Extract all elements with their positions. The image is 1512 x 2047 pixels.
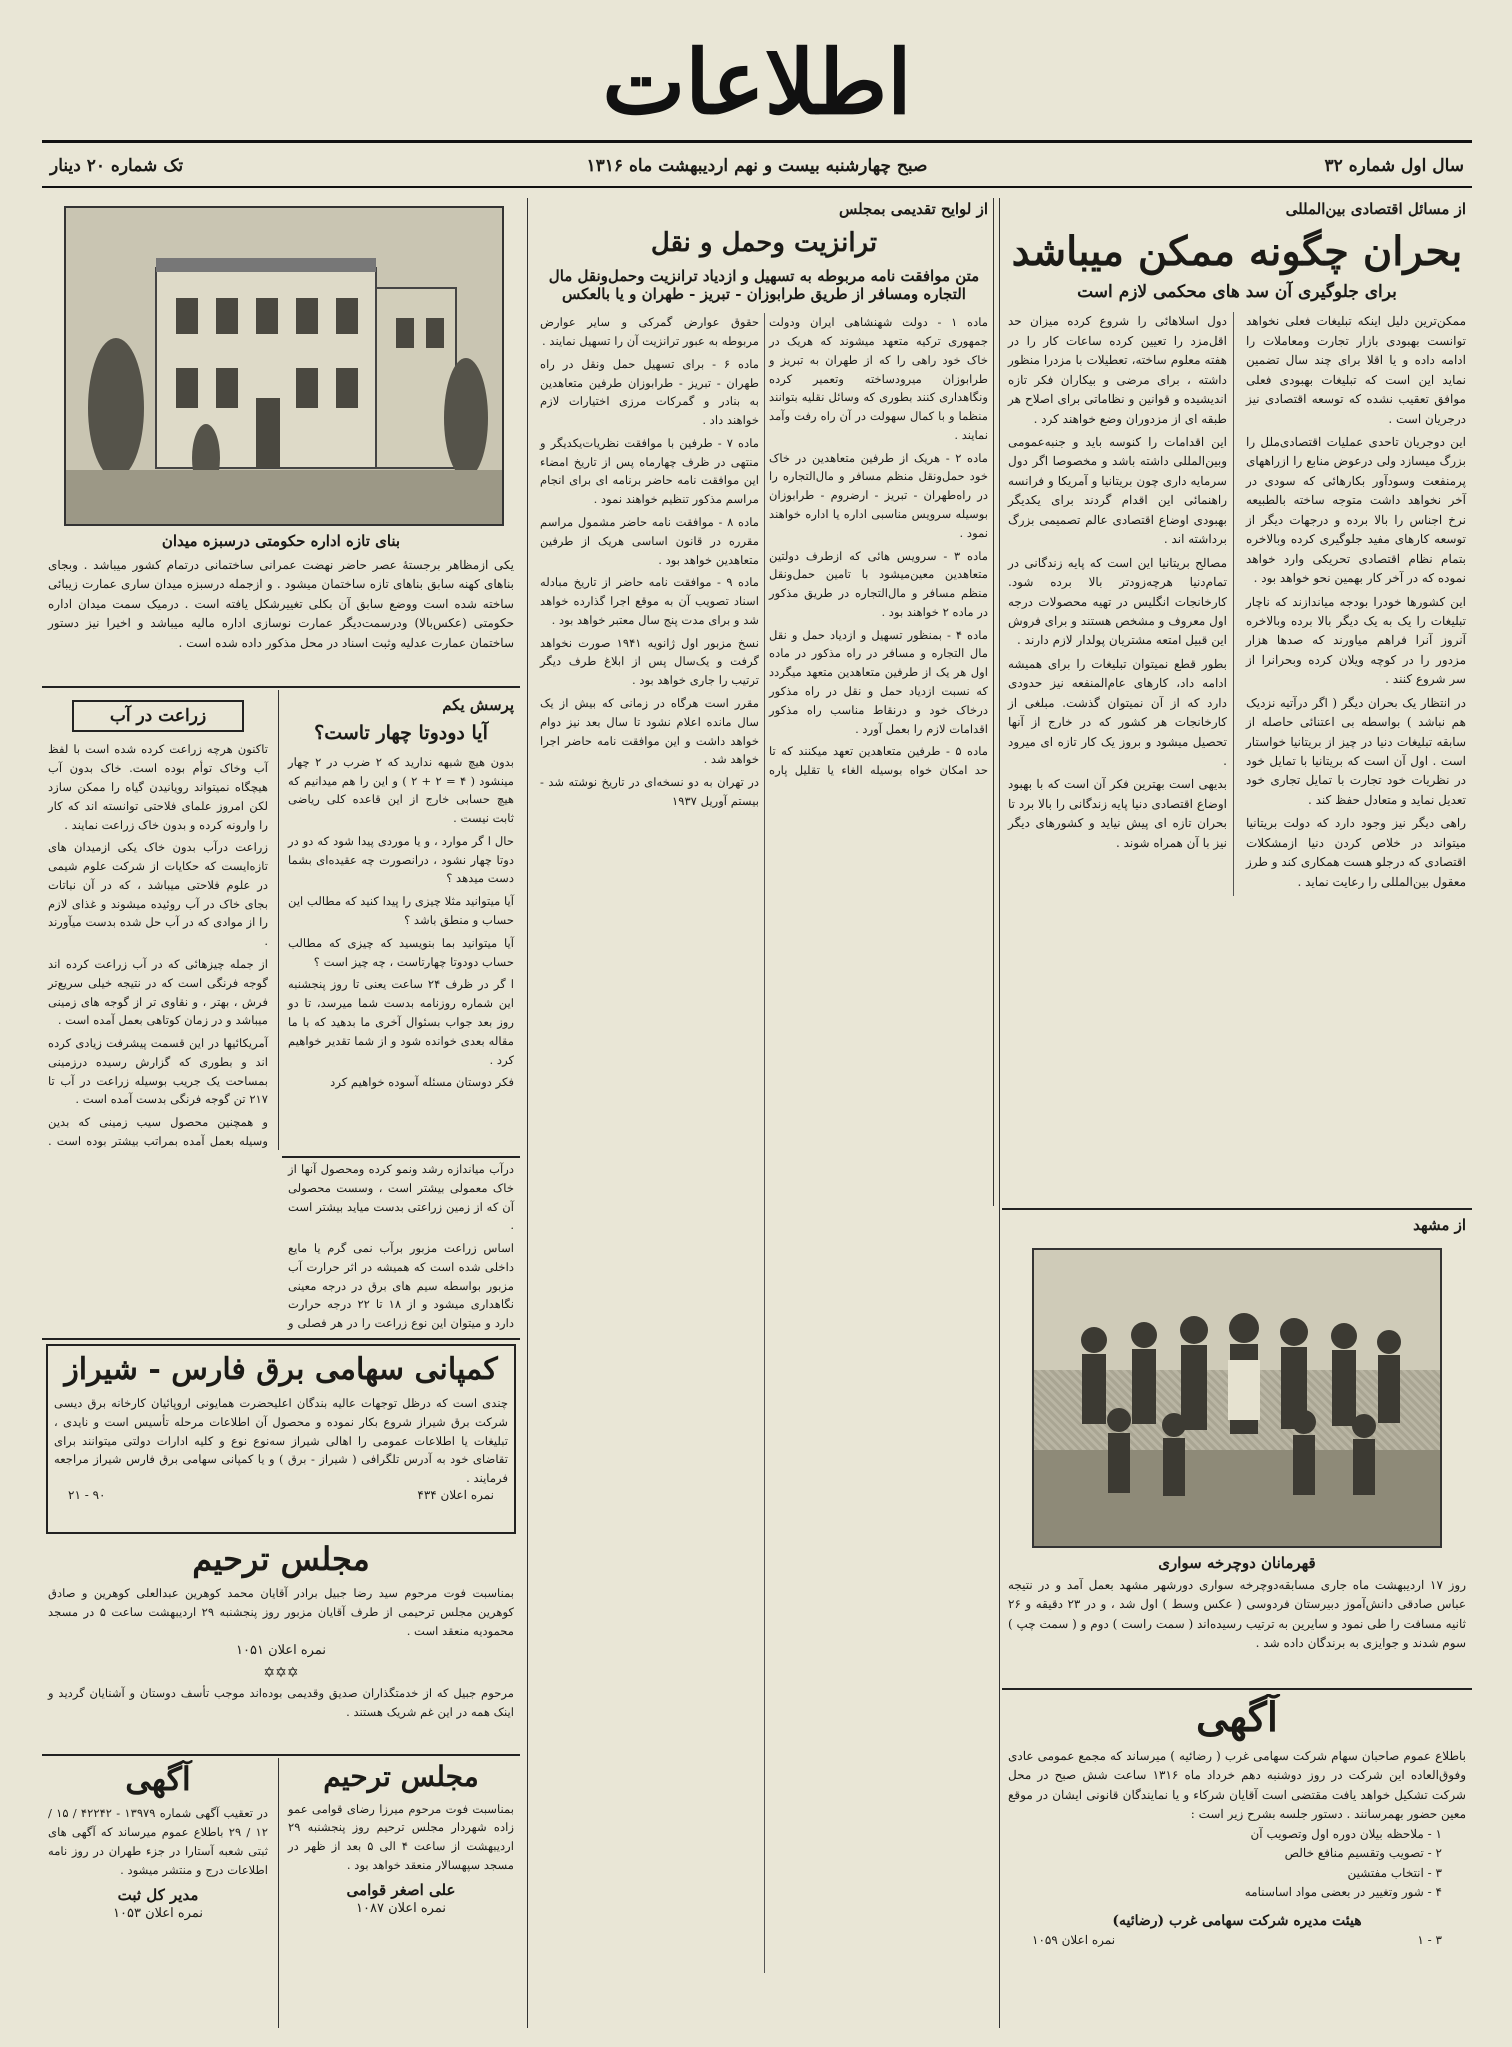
question-paragraph: حال ا گر موارد ، و یا موردی پیدا شود که دو در دوتا چهار نشود ، درانصورت چه عقیده‌ای بشما دست میدهد ؟ bbox=[288, 833, 514, 886]
notice-text: باطلاع عموم صاحبان سهام شرکت سهامی غرب ( رضائیه ) میرساند که مجمع عمومی عادی وفوق‌العاده این شرکت در روز دوشنبه دهم خرداد ماه ۱۳۱۶ ساعت شش صبح در محل شرکت تشکیل خواهد یافت مقتضی است آقایان شرکاء و یا نمایندگان قانونی ایشان در موقع معین حضور بهمرسانند . دستور جلسه بشرح زیر است : bbox=[1008, 1749, 1466, 1822]
transit-kicker: از لوایح تقدیمی بمجلس bbox=[838, 200, 988, 218]
transit-headline: ترانزیت وحمل و نقل bbox=[650, 228, 878, 258]
lead-subhead: برای جلوگیری آن سد های محکمی لازم است bbox=[1077, 282, 1397, 302]
question-paragraph: آیا میتوانید بما بنویسید که چیزی که مطالب حساب دودوتا چهارتاست ، چه چیز است ؟ bbox=[288, 935, 514, 969]
mashhad-text: روز ۱۷ اردیبهشت ماه جاری مسابقه‌دوچرخه سواری دورشهر مشهد بعمل آمد و در نتیجه عباس صادقی دانش‌آموز دبیرستان فردوسی ( عکس وسط ) اول شد ، و در ۲۳ دقیقه و ۲۶ ثانیه مسافت را طی نمود و سایرین به ترتیب رسیده‌اند ( سمت راست ) دوم و ( سمت چپ ) سوم شدند و جوایزی به برندگان داده شد . bbox=[1008, 1578, 1466, 1651]
question-paragraph: فکر دوستان مسئله آسوده خواهیم کرد bbox=[330, 1075, 514, 1090]
farming-paragraph: از جمله چیزهائی که در آب زراعت کرده اند گوجه فرنگی است که در نتیجه خیلی سریع‌تر فرش ، بهتر ، و نقاوی تر از گوجه های زمینی میباشد و در زمان کوتاهی بعمل آمده است . bbox=[48, 956, 268, 1028]
lead-paragraph: این اقدامات را کنوسه باید و جنبه‌عمومی وبین‌المللی داشته باشد و مخصوصا اگر دول سرمایه داری چون بریتانیا و آمریکا و فرانسه راهنمائی این اقدام گردند برای یکدیگر بهبودی اوضاع اقتصادی عالم تصمیمی بزرگ برداشته اند . bbox=[1008, 435, 1227, 547]
farming-paragraph: درآب میاندازه رشد ونمو کرده ومحصول آنها از خاک معمولی بیشتر است ، وسست محصولی آن که از زمین زراعتی بدست میاید بیشتر است . bbox=[288, 1162, 514, 1233]
agenda-item: ۳ - انتخاب مفتشین bbox=[1347, 1865, 1442, 1880]
lead-paragraph: دول اسلاهائی را شروع کرده میزان حد اقل‌مزد را تعیین کرده ساعات کار را در هفته معلوم ساخته، تعطیلات با مزدرا منظور داشته ، برای مرضی و بیکاران فکر تازه اندیشیده و قوانین و نظاماتی برای اصلاح هر طبقه ای از مزدوران وضع خواهند کرد . bbox=[1008, 314, 1227, 426]
farming-paragraph: زراعت درآب بدون خاک یکی ازمیدان های تازه‌ایست که حکایات از شرکت علوم شیمی در علوم فلاحتی میباشد ، که در آن نباتات بجای خاک در آب روئیده میشوند و غذای لازم را از موادی که در آب حل شده بدست میآورند . bbox=[48, 840, 268, 949]
question-headline: آیا دودوتا چهار تاست؟ bbox=[314, 722, 488, 744]
memorial-headline: مجلس ترحیم bbox=[192, 1540, 370, 1578]
lead-paragraph: راهی دیگر نیز وجود دارد که دولت بریتانیا میتواند در خلاص کردن دنیا ازمشکلات اقتصادی که درجلو هست همکاری کند و طرز معقول بین‌المللی را رعایت نماید . bbox=[1245, 816, 1466, 889]
agenda-item: ۴ - شور وتغییر در بعضی مواد اساسنامه bbox=[1244, 1885, 1442, 1900]
company-text: چندی است که درظل توجهات عالیه بندگان اعلیحضرت همایونی اروپائیان کارخانه برق دیسی شرکت برق شیراز شروع بکار نموده و محصول آن اطلاعات مرحله تأسیس است و نایدی ، تبلیغات یا اطلاعات عمومی را اهالی شیراز سه‌نوع نوع و کلیه ادارات دولتی میتوانند برای تقاضای خود به آدرس تلگرافی ( شیراز - برق ) و یا کمپانی سهامی برق فارس شیراز مراجعه فرمایند . bbox=[54, 1396, 508, 1486]
lead-paragraph: بطور قطع نمیتوان تبلیغات را برای همیشه ادامه داد، کارهای عام‌المنفعه نیز حدودی دارد که از آن نمیتوان گذشت. مبلغی از کارخانجات هر کشور که در خارج از آنها تحصیل میشود و بروز یک کار تازه ای میرود . bbox=[1008, 656, 1227, 769]
issue-bar bbox=[42, 148, 1472, 188]
lead-paragraph: ممکن‌ترین دلیل اینکه تبلیغات فعلی نخواهد توانست بهبودی بازار تجارت ومعاملات را ادامه داده و یا اقلا برای چند سال تضمین نماید این است که تبلیغات بهبودی فعلی موافق تعقیب نشده که توسعه اقتصادی نیز درجریان است . bbox=[1246, 314, 1466, 426]
transit-article-item: ماده ۲ - هریک از طرفین متعاهدین در خاک خود حمل‌ونقل منظم مسافر و مال‌التجاره را در راه‌طهران - تبریز - ارضروم - طرابوزان بوسیله سرویس مناسبی اداره یا اداره خواهند نمود . bbox=[769, 450, 988, 540]
memorial2-text: بمناسبت فوت مرحوم میرزا رضای قوامی عمو زاده شهردار مجلس ترحیم روز پنجشنبه ۲۹ اردیبهشت از ساعت ۴ الی ۵ بعد از ظهر در مسجد سپهسالار منعقد خواهد بود . bbox=[288, 1801, 514, 1872]
building-photo bbox=[64, 206, 504, 526]
question-kicker: پرسش یکم bbox=[442, 696, 514, 714]
building-text: یکی ازمظاهر برجستهٔ عصر حاضر نهضت عمرانی ساختمانی درتمام کشور میباشد . وبجای بناهای کهنه سابق بناهای تازه ساختمان میشود . و ازجمله درسبزه میدان ساری عمارت زیبائی ساخته شده است ووضع سابق آن بکلی تغییرشکل یافته است . درمیک سمت میدان اداره حکومتی (عکس‌بالا) ودرسمت‌دیگر عمارت نوسازی اداره مالیه میباشد و اخیرا نیز دستور ساختمان عمارت عدلیه وثبت اسناد در محل مذکور داده شده است . bbox=[48, 558, 514, 650]
building-caption: بنای تازه اداره حکومتی درسبزه میدان bbox=[161, 532, 401, 550]
mashhad-kicker: از مشهد bbox=[1413, 1216, 1466, 1234]
registry-headline: آگهی bbox=[125, 1760, 191, 1798]
company-headline: کمپانی سهامی برق فارس - شیراز bbox=[64, 1352, 498, 1387]
section-rule bbox=[42, 686, 520, 688]
question-paragraph: آیا میتوانید مثلا چیزی را پیدا کنید که مطالب این حساب و منطق باشد ؟ bbox=[288, 894, 514, 928]
lead-paragraph: مصالح بریتانیا این است که پایه زندگانی در تمام‌دنیا هرچه‌زودتر بالا برده شود. کارخانجات انگلیس در تهیه محصولات درجه اول معروف و مشخص هستند و برای فروش این قبیل امتعه مشتریان پولدار لازم دارند . bbox=[1008, 555, 1227, 648]
building-text-block bbox=[42, 532, 520, 682]
transit-body bbox=[534, 313, 994, 1973]
question-paragraph: ا گر در ظرف ۲۴ ساعت یعنی تا روز پنجشنبه این شماره روزنامه بدست شما میرسد، تا دو روز بعد جواب بسئوال آخری ما بدهید که با ما مقاله بعدی خوانده شود و از شما تقدیر خواهیم کرد . bbox=[288, 977, 514, 1067]
memorial2-notice-number: نمره اعلان ۱۰۸۷ bbox=[356, 1900, 446, 1916]
registry-text: در تعقیب آگهی شماره ۱۳۹۷۹ - ۴۲۲۴۲ / ۱۵ / ۱۲ / ۲۹ باطلاع عموم میرساند که آگهی های ثبتی شعبه آستارا در جزء طهران در روز نامه اطلاعات درج و منتشر میشود . bbox=[48, 1806, 268, 1877]
farming-paragraph: آمریکائیها در این قسمت پیشرفت زیادی کرده اند و بطوری که گزارش رسیده درزمینی بمساحت یک جریب بوسیله زراعت در آب تا ۲۱۷ تن گوجه فرنگی بدست آمده است . bbox=[48, 1036, 268, 1107]
masthead bbox=[42, 20, 1472, 148]
notice-ref: ۳ - ۱ bbox=[1417, 1932, 1442, 1947]
question-article bbox=[282, 692, 520, 1152]
issue-bar-rule bbox=[42, 186, 1472, 188]
section-rule bbox=[42, 1754, 520, 1756]
newspaper-title: اطلاعات bbox=[602, 30, 912, 134]
memorial-notice-1 bbox=[42, 1540, 520, 1740]
column-divider bbox=[278, 1758, 279, 2028]
masthead-rule bbox=[42, 140, 1472, 143]
farming-paragraph: اساس زراعت مزبور برآب نمی گرم یا مایع داخلی شده است که همیشه در اثر حرارت آب مزبور بواسطه سیم های برق در درجه معینی نگاهداری میشود و از ۱۸ تا ۲۲ درجه حرارت دارد و میتوان این نوع زراعت را در هر فصلی و bbox=[288, 1241, 514, 1331]
transit-article-item: ماده ۵ - طرفین متعاهدین تعهد میکنند که تا حد امکان خواه بوسیله الغاء یا تقلیل پاره حقوق عوارض گمرکی و سایر عوارض مربوطه به عبور ترانزیت آن را تسهیل نمایند . bbox=[540, 315, 988, 778]
farming-paragraph: تاکنون هرچه زراعت کرده شده است با لفظ آب وخاک توأم بوده است. خاک بدون آب هیچگاه نمیتواند رویانیدن گیاه را ممکن سازد لکن امروز علمای فلاحتی توانسته اند که کار را وارونه کرده و بدون خاک زراعت نمایند . bbox=[48, 742, 268, 832]
lead-paragraph: در انتظار یک بحران دیگر ( اگر درآتیه نزدیک هم نباشد ) بواسطه بی اعتنائی حاصله از سابقه تبلیغات دنیا در چیز از بریتانیا خواستار است . اول آن است که بریتانیا با تمایل خود در نظریات خود تجارت با تمایل تجاری خود تعدیل نماید و متعادل حفظ کند . bbox=[1246, 695, 1466, 807]
lead-headline: بحران چگونه ممکن میباشد bbox=[1011, 228, 1463, 275]
memorial-notice-number: نمره اعلان ۱۰۵۱ bbox=[236, 1642, 326, 1658]
mashhad-caption: قهرمانان دوچرخه سواری bbox=[1158, 1554, 1316, 1572]
transit-article-item: ماده ۶ - برای تسهیل حمل ونقل در راه طهران - تبریز - طرابوزان طرفین متعاهدین به بنادر و گمرکات مرزی اختیارات لازم خواهند داد . bbox=[540, 356, 759, 428]
company-advert bbox=[46, 1344, 516, 1534]
notice-footer bbox=[1002, 1929, 1472, 1951]
memorial-text-2: مرحوم جبیل که از خدمتگذاران صدیق وقدیمی بوده‌اند موجب تأسف دوستان و آشنایان گردید و اینک همه در این غم شریک هستند . bbox=[48, 1685, 514, 1719]
company-notice bbox=[1002, 1694, 1472, 2028]
section-rule bbox=[42, 1338, 520, 1340]
cyclists-photo bbox=[1032, 1248, 1442, 1548]
transit-article bbox=[534, 196, 994, 2026]
agenda-item: ۲ - تصویب وتقسیم منافع خالص bbox=[1284, 1846, 1442, 1861]
lead-paragraph: بدیهی است بهترین فکر آن است که با بهبود اوضاع اقتصادی دنیا پایه زندگانی را بالا برد تا بحران تازه ای پیش نیاید و کشورهای دیگر نیز با آن همراه شوند . bbox=[1008, 777, 1227, 850]
issue-date: صبح چهارشنبه بیست و نهم اردیبهشت ماه ۱۳۱۶ bbox=[586, 156, 928, 176]
farming-body bbox=[42, 740, 274, 1152]
agenda-item: ۱ - ملاحظه بیلان دوره اول وتصویب آن bbox=[1250, 1826, 1442, 1841]
farming-paragraph: و همچنین محصول سیب زمینی که بدین وسیله بعمل آمده بمراتب بیشتر بوده است . bbox=[48, 1115, 268, 1149]
memorial-notice-2 bbox=[282, 1760, 520, 2028]
company-footer bbox=[48, 1488, 514, 1502]
newspaper-page bbox=[42, 20, 1472, 2030]
transit-article-item: ماده ۳ - سرویس هائی که از‌طرف دولتین متعاهدین معین‌میشود با تامین حمل‌ونقل منظم مسافر و مال‌التجاره در طریق مذکور در ماده ۲ خواهند بود . bbox=[769, 548, 988, 619]
registry-notice-number: نمره اعلان ۱۰۵۳ bbox=[113, 1905, 203, 1921]
transit-article-item: ماده ۹ - موافقت نامه حاضر از تاریخ مبادله اسناد تصویب آن به موقع اجرا گذارده خواهد شد و برای مدت پنج سال معتبر خواهد بود . bbox=[540, 575, 759, 627]
lead-article bbox=[1002, 196, 1472, 1208]
transit-article-item: ماده ۷ - طرفین با موافقت نظریات‌یکدیگر و منتهی در ظرف چهارماه پس از تاریخ امضاء این موافقت نامه حاضر برنامه ای برای انجام مراسم مذکور تنظیم خواهند نمود . bbox=[540, 435, 759, 507]
memorial2-headline: مجلس ترحیم bbox=[323, 1760, 479, 1793]
farming-headline: زراعت در آب bbox=[72, 700, 244, 732]
lead-paragraph: این کشورها خودرا بودجه میاندازند که ناچار تبلیغات را یک به یک دیگر بالا برده وبالاخره آنروز آنرا فراهم میاورند که صدها هزار مزدور را در کوچه ویلان کرده وبحرانرا از سر شروع کنند . bbox=[1246, 594, 1466, 687]
registry-signature: مدیر کل ثبت bbox=[117, 1885, 199, 1904]
farming-continued bbox=[282, 1160, 520, 1335]
notice-signature: هیئت مدیره شرکت سهامی غرب (رضائیه) bbox=[1112, 1912, 1362, 1929]
notice-number: نمره اعلان ۱۰۵۹ bbox=[1032, 1932, 1116, 1947]
mashhad-text-block bbox=[1002, 1554, 1472, 1684]
transit-article-item: مقرر است هرگاه در زمانی که بیش از یک سال مانده اعلام نشود تا سال بعد نیز دوام خواهد داشت و این موافقت نامه حاضر اجرا خواهد شد . bbox=[540, 696, 759, 767]
farming-article bbox=[42, 696, 274, 1152]
company-notice-number: نمره اعلان ۴۳۴ bbox=[417, 1487, 494, 1502]
transit-subhead: متن موافقت نامه مربوطه به تسهیل و ازدیاد ترانزیت وحمل‌ونقل مال التجاره ومسافر از طریق طرابوزان - تبریز - طهران و یا بالعکس bbox=[548, 267, 980, 304]
lead-kicker: از مسائل اقتصادی بین‌المللی bbox=[1285, 200, 1466, 218]
registry-notice bbox=[42, 1760, 274, 2028]
column-divider bbox=[999, 198, 1000, 2028]
section-rule bbox=[1002, 1208, 1472, 1210]
column-divider bbox=[278, 690, 279, 1150]
issue-number: سال اول شماره ۳۲ bbox=[1324, 156, 1464, 176]
transit-article-item: نسخ مزبور اول ژانویه ۱۹۴۱ صورت نخواهد گرفت و یک‌سال پس از ابلاغ طرف دیگر ترتیب را جاری خواهد بود . bbox=[540, 635, 759, 688]
building-illustration bbox=[66, 208, 502, 524]
farming-cont-body bbox=[282, 1160, 520, 1335]
transit-article-item: ماده ۴ - بمنظور تسهیل و ازدیاد حمل و نقل مال التجاره و مسافر در راه مذکور در ماده اول هر یک از طرفین متعاهدین متعهد میگردد که نسبت ازدیاد حمل و نقل در راه مذکور درخاک خود و درنقاط مناسب راه مذکور اقدامات لازم را بعمل آورد . bbox=[769, 627, 988, 736]
transit-article-item: ماده ۱ - دولت شهنشاهی ایران ودولت جمهوری ترکیه متعهد میشوند که هریک در خاک خود راهی را که از طهران به تبریز و طرابوزان میرود‌ساخته وتعمیر کرده ونگاهداری کنند بطوری که وسائل نقلیه بتوانند منظما و با کمال سهولت در آن راه رفت وآمد نمایند . bbox=[769, 315, 988, 442]
issue-price: تک شماره ۲۰ دینار bbox=[50, 156, 184, 176]
cyclists-illustration bbox=[1034, 1250, 1440, 1546]
memorial2-signature: علی اصغر قوامی bbox=[346, 1880, 456, 1899]
column-divider bbox=[527, 198, 528, 2028]
lead-paragraph: این دوجریان تاحدی عملیات اقتصادی‌ملل را بزرگ میسازد ولی درعوض منابع را ازراههای پرمنفعت وسودآور بکارهائی که سودی در آخر نخواهد داشت متوجه ساخته بالطبیعه نرخ اجناس را بالا برده و درجهات دیگر از توسعه کارهای مفید جلوگیری کرده وبالاخره بتمام نظام اقتصادی تحریکی وارد خواهد نموده که در آخر کار بهمین نحو خواهد بود . bbox=[1246, 435, 1466, 586]
company-ref: ۹۰ - ۲۱ bbox=[68, 1487, 106, 1502]
section-rule bbox=[282, 1156, 520, 1158]
notice-headline: آگهی bbox=[1196, 1694, 1278, 1741]
question-paragraph: بدون هیچ شبهه ندارید که ۲ ضرب در ۲ چهار مینشود ( ۴ = ۲ + ۲ ) و این را هم میدانیم که هیچ حسابی خارج از این قاعده کلی ریاضی ثابت نیست . bbox=[288, 754, 514, 826]
section-rule bbox=[1002, 1688, 1472, 1690]
memorial-text: بمناسبت فوت مرحوم سید رضا جبیل برادر آقایان محمد کوهرین عبدالعلی کوهرین و صادق کوهرین مجلس ترحیمی از طرف آقایان مزبور روز پنجشنبه ۲۹ اردیبهشت ساعت ۵ در مسجد محمودیه منعقد است . bbox=[48, 1586, 514, 1638]
question-body bbox=[282, 753, 520, 1092]
notice-agenda bbox=[1002, 1825, 1472, 1903]
lead-column-1 bbox=[1240, 312, 1472, 896]
lead-column-2 bbox=[1002, 312, 1234, 896]
transit-signoff: در تهران به دو نسخه‌ای در تاریخ نوشته شد - بیستم آوریل ۱۹۳۷ bbox=[540, 775, 759, 808]
star-ornament: ✡✡✡ bbox=[263, 1664, 299, 1681]
transit-article-item: ماده ۸ - موافقت نامه حاضر مشمول مراسم مقرره در قانون اساسی هریک از طرفین متعاهدین خواهد بود . bbox=[540, 515, 759, 567]
